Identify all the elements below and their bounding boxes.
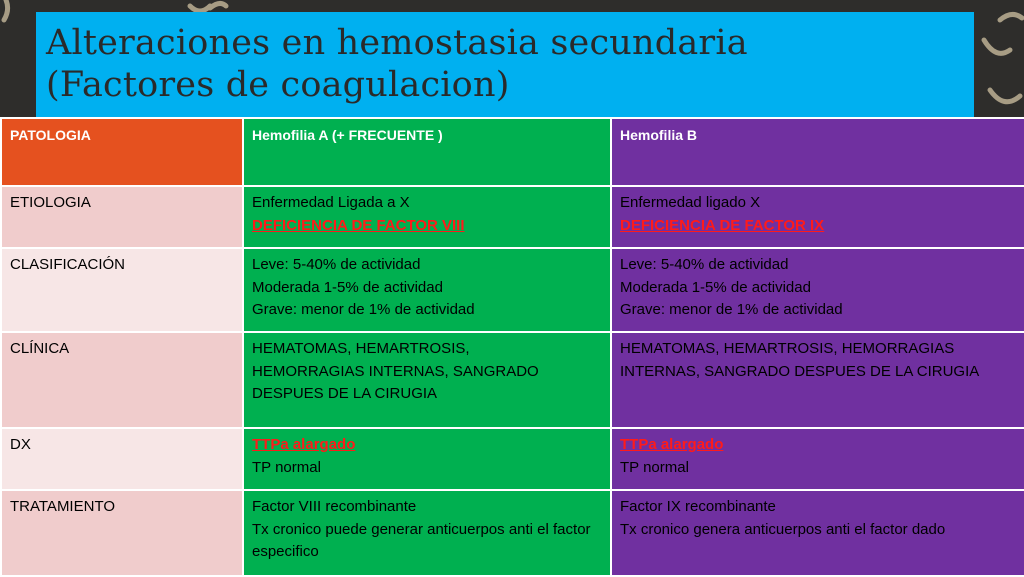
header-patologia: PATOLOGIA bbox=[1, 118, 243, 186]
cell-dx-a bbox=[243, 428, 611, 490]
clasificacion-a-leve: Leve: 5-40% de actividad bbox=[252, 256, 421, 273]
title-banner bbox=[36, 12, 974, 117]
row-label-tratamiento: TRATAMIENTO bbox=[1, 490, 243, 576]
clasificacion-b-leve: Leve: 5-40% de actividad bbox=[620, 256, 789, 273]
tratamiento-b-line-2: Tx cronico genera anticuerpos anti el factor dado bbox=[620, 520, 946, 538]
clinica-b-line-2: INTERNAS, SANGRADO DESPUES DE LA CIRUGIA bbox=[620, 362, 980, 380]
dx-a-tp: TP normal bbox=[252, 458, 321, 476]
clinica-b-line-1: HEMATOMAS, HEMARTROSIS, HEMORRAGIAS bbox=[620, 340, 955, 357]
title-line-2: (Factores de coagulacion) bbox=[46, 65, 510, 105]
clasificacion-b-moderada: Moderada 1-5% de actividad bbox=[620, 278, 811, 296]
clasificacion-a-grave: Grave: menor de 1% de actividad bbox=[252, 301, 475, 318]
cell-tratamiento-b bbox=[611, 490, 1024, 576]
cell-etiologia-a bbox=[243, 186, 611, 248]
etiologia-b-deficiency: DEFICIENCIA DE FACTOR IX bbox=[620, 216, 825, 234]
cell-clinica-a bbox=[243, 332, 611, 428]
table-row-clinica bbox=[1, 332, 1024, 428]
table-row-dx bbox=[1, 428, 1024, 490]
clinica-a-line-2: HEMORRAGIAS INTERNAS, SANGRADO bbox=[252, 362, 539, 380]
row-label-clinica: CLÍNICA bbox=[1, 332, 243, 428]
table-row-etiologia bbox=[1, 186, 1024, 248]
table-row-clasificacion bbox=[1, 248, 1024, 332]
header-hemofilia-b: Hemofilia B bbox=[611, 118, 1024, 186]
tratamiento-a-line-1: Factor VIII recombinante bbox=[252, 498, 417, 515]
header-hemofilia-a: Hemofilia A (+ FRECUENTE ) bbox=[243, 118, 611, 186]
etiologia-b-text: Enfermedad ligado X bbox=[620, 194, 761, 211]
etiologia-a-deficiency: DEFICIENCIA DE FACTOR VIII bbox=[252, 216, 465, 234]
title-line-1: Alteraciones en hemostasia secundaria bbox=[46, 23, 748, 63]
clinica-a-line-3: DESPUES DE LA CIRUGIA bbox=[252, 385, 438, 402]
tratamiento-b-line-1: Factor IX recombinante bbox=[620, 498, 776, 515]
cell-etiologia-b bbox=[611, 186, 1024, 248]
cell-clasificacion-a bbox=[243, 248, 611, 332]
dx-b-tp: TP normal bbox=[620, 458, 689, 476]
dx-a-ttpa: TTPa alargado bbox=[252, 436, 356, 453]
clasificacion-a-moderada: Moderada 1-5% de actividad bbox=[252, 278, 443, 296]
clinica-a-line-1: HEMATOMAS, HEMARTROSIS, bbox=[252, 340, 470, 357]
table-header-row bbox=[1, 118, 1024, 186]
row-label-etiologia: ETIOLOGIA bbox=[1, 186, 243, 248]
etiologia-a-text: Enfermedad Ligada a X bbox=[252, 194, 410, 211]
hemofilia-comparison-table bbox=[0, 117, 1024, 577]
row-label-dx: DX bbox=[1, 428, 243, 490]
clasificacion-b-grave: Grave: menor de 1% de actividad bbox=[620, 301, 843, 318]
slide-title bbox=[46, 22, 966, 106]
cell-tratamiento-a bbox=[243, 490, 611, 576]
dx-b-ttpa: TTPa alargado bbox=[620, 436, 724, 453]
cell-clinica-b bbox=[611, 332, 1024, 428]
row-label-clasificacion: CLASIFICACIÓN bbox=[1, 248, 243, 332]
cell-dx-b bbox=[611, 428, 1024, 490]
table-row-tratamiento bbox=[1, 490, 1024, 576]
cell-clasificacion-b bbox=[611, 248, 1024, 332]
tratamiento-a-line-2: Tx cronico puede generar anticuerpos anti el factor especifico bbox=[252, 520, 591, 560]
